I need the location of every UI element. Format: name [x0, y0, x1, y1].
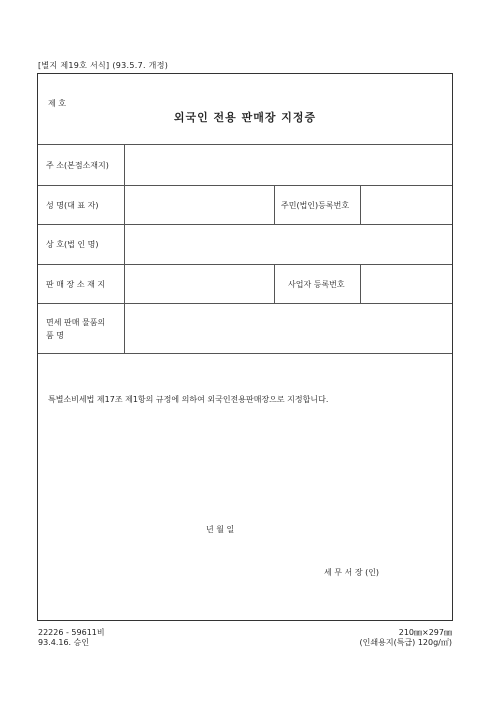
paper-size: 210㎜×297㎜ [398, 628, 452, 637]
row-divider [38, 264, 452, 265]
column-divider [360, 185, 361, 224]
column-divider [360, 264, 361, 303]
designation-certificate-form [37, 73, 453, 621]
form-title: 외국인 전용 판매장 지정증 [173, 111, 317, 124]
signature-line: 세 무 서 장 (인) [324, 568, 380, 577]
form-number-note: [별지 제19호 서식] (93.5.7. 개정) [38, 61, 169, 70]
shop-location-label: 판 매 장 소 재 지 [46, 280, 106, 289]
address-label: 주 소(본점소재지) [46, 161, 109, 170]
row-divider [38, 303, 452, 304]
row-divider [38, 224, 452, 225]
document-number-label: 제 호 [48, 99, 66, 108]
paper-spec: (인쇄용지(특급) 120g/㎡) [359, 638, 452, 647]
row-divider [38, 144, 452, 145]
form-code: 22226 - 59611비 [38, 628, 105, 637]
registration-number-label: 주민(법인)등록번호 [281, 201, 350, 210]
tax-free-items-label-line1: 면세 판매 물품의 [46, 318, 106, 327]
tax-free-items-label-line2: 품 명 [46, 331, 64, 340]
column-divider [274, 264, 275, 303]
representative-name-label: 성 명(대 표 자) [46, 201, 99, 210]
row-divider [38, 353, 452, 354]
label-column-divider [124, 144, 125, 353]
date-line: 년 월 일 [206, 525, 235, 534]
trade-name-label: 상 호(법 인 명) [46, 240, 99, 249]
business-registration-label: 사업자 등록번호 [288, 280, 345, 289]
row-divider [38, 185, 452, 186]
designation-statement: 특별소비세법 제17조 제1항의 규정에 의하여 외국인전용판매장으로 지정합니다. [48, 395, 329, 404]
approval-date: 93.4.16. 승인 [38, 638, 90, 647]
column-divider [274, 185, 275, 224]
